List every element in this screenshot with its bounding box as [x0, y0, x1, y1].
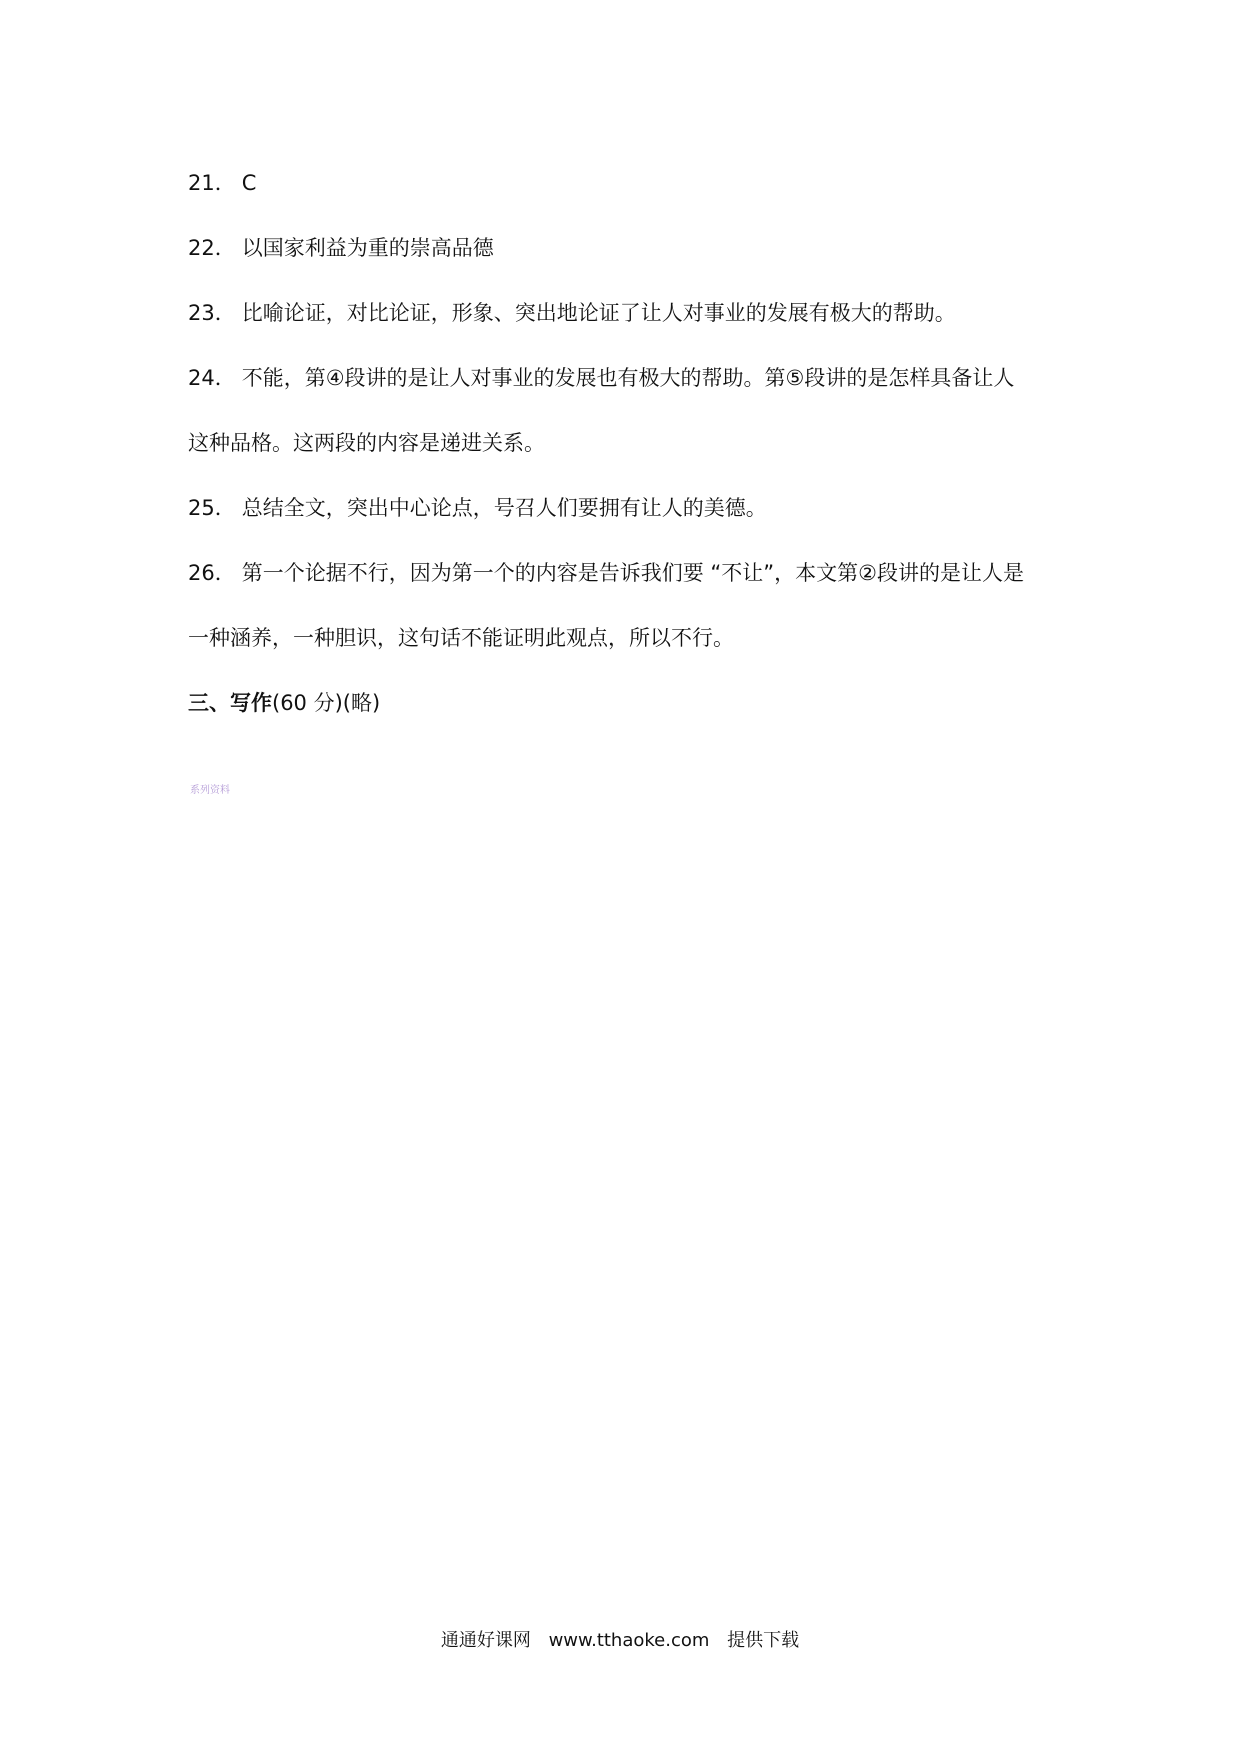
- section-3-heading: [188, 688, 1068, 718]
- section-score: (60 分)(略): [272, 691, 381, 715]
- answer-text-continued: 一种涵养，一种胆识，这句话不能证明此观点，所以不行。: [188, 626, 734, 650]
- answer-26-continued: [188, 623, 1068, 653]
- answer-number: 25．: [188, 496, 236, 520]
- answer-text: C: [241, 171, 257, 195]
- section-heading: 三、写作: [188, 691, 272, 715]
- footer-url: www.tthaoke.com: [548, 1630, 710, 1651]
- series-materials-note: 系列资料: [190, 785, 230, 796]
- answer-number: 21．: [188, 171, 236, 195]
- answer-24-continued: [188, 428, 1068, 458]
- answer-number: 23．: [188, 301, 236, 325]
- page-footer: [0, 1626, 1240, 1652]
- answer-22: [188, 233, 1068, 263]
- answer-26: [188, 558, 1068, 588]
- answer-text-continued: 这种品格。这两段的内容是递进关系。: [188, 431, 545, 455]
- answer-number: 22．: [188, 236, 236, 260]
- answer-23: [188, 298, 1068, 328]
- footer-suffix: 提供下载: [727, 1630, 800, 1651]
- answer-25: [188, 493, 1068, 523]
- footer-site-name: 通通好课网: [440, 1630, 531, 1651]
- answer-content: [188, 168, 1068, 718]
- answer-text: 以国家利益为重的崇高品德: [241, 236, 494, 260]
- answer-21: [188, 168, 1068, 198]
- answer-text: 不能，第④段讲的是让人对事业的发展也有极大的帮助。第⑤段讲的是怎样具备让人: [241, 366, 1015, 390]
- answer-text: 总结全文，突出中心论点，号召人们要拥有让人的美德。: [241, 496, 767, 520]
- answer-number: 24．: [188, 366, 236, 390]
- answer-text: 第一个论据不行，因为第一个的内容是告诉我们要 “不让”，本文第②段讲的是让人是: [241, 561, 1024, 585]
- answer-24: [188, 363, 1068, 393]
- answer-number: 26．: [188, 561, 236, 585]
- answer-text: 比喻论证，对比论证，形象、突出地论证了让人对事业的发展有极大的帮助。: [241, 301, 956, 325]
